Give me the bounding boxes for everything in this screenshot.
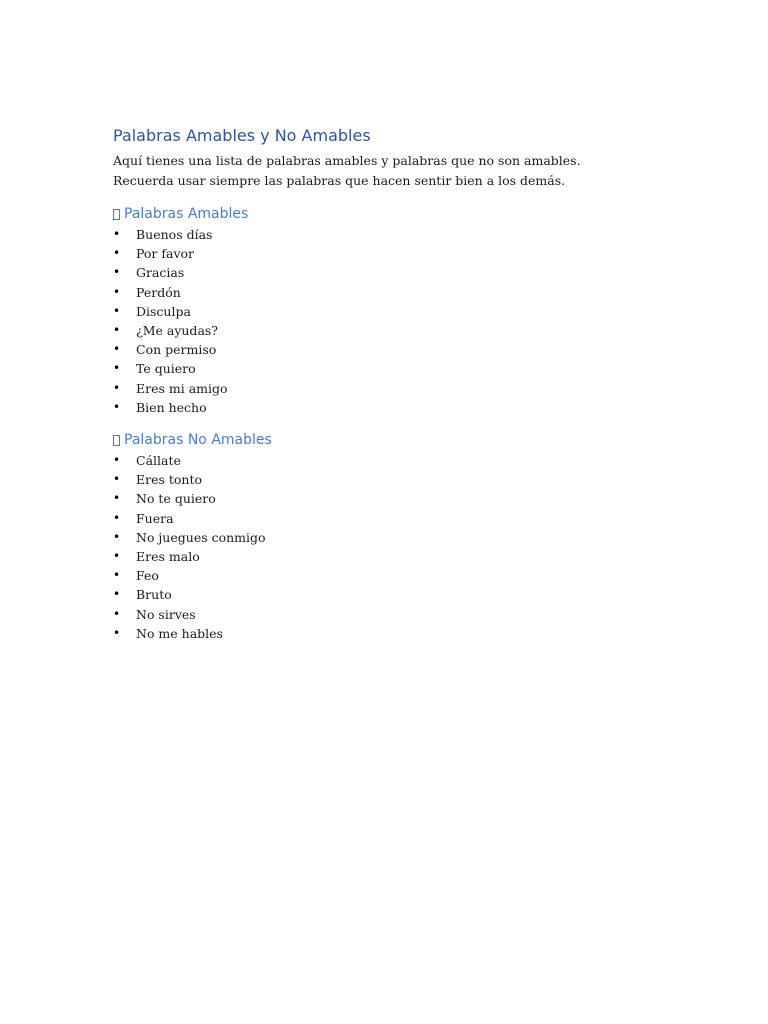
- list-item-text: Gracias: [136, 265, 185, 281]
- unkind-words-list: [113, 451, 643, 643]
- bullet-icon: •: [113, 342, 121, 357]
- list-item: [113, 489, 643, 508]
- list-item-text: Te quiero: [136, 361, 196, 377]
- list-item: [113, 509, 643, 528]
- list-item: [113, 398, 643, 417]
- missing-glyph-icon: [113, 435, 120, 446]
- bullet-icon: •: [113, 284, 121, 299]
- list-item-text: Cállate: [136, 453, 181, 469]
- list-item: [113, 605, 643, 624]
- list-item-text: Eres malo: [136, 549, 200, 565]
- section-kind-words: [113, 204, 643, 417]
- list-item-text: Eres tonto: [136, 472, 203, 488]
- document-content: [113, 125, 643, 656]
- bullet-icon: •: [113, 529, 121, 544]
- list-item: [113, 547, 643, 566]
- bullet-icon: •: [113, 380, 121, 395]
- list-item-text: Disculpa: [136, 303, 191, 319]
- list-item: [113, 379, 643, 398]
- bullet-icon: •: [113, 453, 121, 468]
- list-item: [113, 225, 643, 244]
- bullet-icon: •: [113, 549, 121, 564]
- list-item: [113, 359, 643, 378]
- bullet-icon: •: [113, 323, 121, 338]
- list-item: [113, 283, 643, 302]
- bullet-icon: •: [113, 568, 121, 583]
- list-item: [113, 451, 643, 470]
- list-item-text: No sirves: [136, 606, 196, 622]
- list-item: [113, 302, 643, 321]
- list-item: [113, 624, 643, 643]
- bullet-icon: •: [113, 227, 121, 241]
- bullet-icon: •: [113, 587, 121, 602]
- missing-glyph-icon: [113, 209, 120, 220]
- list-item: [113, 244, 643, 263]
- list-item: [113, 528, 643, 547]
- list-item: [113, 263, 643, 282]
- list-item-text: Bien hecho: [136, 399, 207, 415]
- list-item: [113, 585, 643, 604]
- bullet-icon: •: [113, 399, 121, 414]
- bullet-icon: •: [113, 361, 121, 376]
- section-heading-kind: [113, 204, 643, 224]
- bullet-icon: •: [113, 510, 121, 525]
- kind-words-list: [113, 225, 643, 417]
- list-item-text: No te quiero: [136, 491, 216, 507]
- list-item-text: Con permiso: [136, 342, 217, 358]
- list-item: [113, 340, 643, 359]
- bullet-icon: •: [113, 625, 121, 640]
- section-unkind-words: [113, 430, 643, 643]
- list-item-text: Buenos días: [136, 227, 213, 242]
- intro-paragraph: Aquí tienes una lista de palabras amables y palabras que no son amables. Recuerda usar siempre las palabras que hacen sentir bien a los demás.: [113, 153, 581, 188]
- bullet-icon: •: [113, 491, 121, 506]
- list-item-text: No me hables: [136, 625, 223, 641]
- bullet-icon: •: [113, 246, 121, 261]
- list-item-text: Bruto: [136, 587, 172, 603]
- bullet-icon: •: [113, 606, 121, 621]
- section-heading-unkind: [113, 430, 643, 450]
- document-title: Palabras Amables y No Amables: [113, 126, 371, 145]
- list-item: [113, 321, 643, 340]
- list-item-text: Por favor: [136, 246, 195, 262]
- bullet-icon: •: [113, 472, 121, 487]
- list-item-text: Perdón: [136, 284, 181, 300]
- section-heading-label: Palabras No Amables: [124, 432, 272, 449]
- list-item: [113, 566, 643, 585]
- list-item-text: Fuera: [136, 510, 174, 526]
- bullet-icon: •: [113, 265, 121, 280]
- list-item-text: ¿Me ayudas?: [136, 323, 219, 339]
- list-item-text: No juegues conmigo: [136, 529, 266, 545]
- list-item-text: Feo: [136, 568, 159, 584]
- list-item-text: Eres mi amigo: [136, 380, 228, 396]
- section-heading-label: Palabras Amables: [124, 206, 249, 222]
- bullet-icon: •: [113, 303, 121, 318]
- list-item: [113, 470, 643, 489]
